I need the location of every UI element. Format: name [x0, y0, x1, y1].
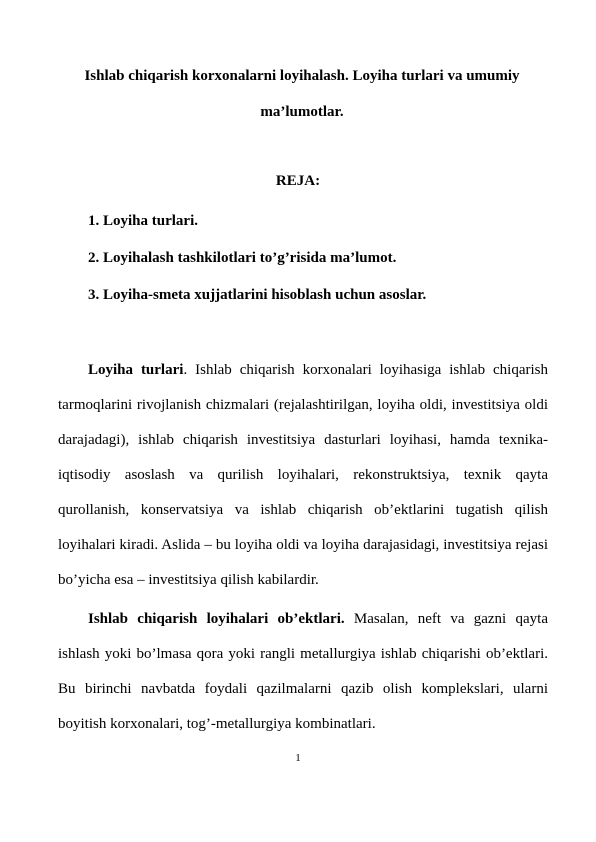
paragraph-lead: Loyiha turlari [88, 362, 184, 378]
plan-item-3: 3. Loyiha-smeta xujjatlarini hisoblash uchun asoslar. [88, 287, 427, 303]
document-title: Ishlab chiqarish korxonalarni loyihalash. Loyiha turlari va umumiy ma’lumotlar. [84, 68, 520, 120]
paragraph-text: Masalan, neft va gazni qayta ishlash yoki bo’lmasa qora yoki rangli metallurgiya ishlab chiqarishi ob’ektlari. Bu birinchi navbatda foydali qazilmalarni qazib olish komplekslari, ularni boyitish korxonalari, tog’-metallurgiya kombinatlari. [58, 611, 548, 732]
paragraph-text: . Ishlab chiqarish korxonalari loyihasiga ishlab chiqarish tarmoqlarini rivojlanish chizmalari (rejalashtirilgan, loyiha oldi, investitsiya oldi darajadagi), ishlab chiqarish investitsiya dasturlari loyihasi, hamda texnika-iqtisodiy asoslash va qurilish loyihalari, rekonstruktsiya, texnik qayta qurollanish, konservatsiya va ishlab chiqarish ob’ektlarini tugatish qilish loyihalari kiradi. Aslida – bu loyiha oldi va loyiha darajasidagi, investitsiya rejasi bo’yicha esa – investitsiya qilish kabilardir. [58, 362, 548, 588]
plan-item-1: 1. Loyiha turlari. [88, 213, 199, 229]
paragraph-loyiha-turlari [58, 353, 548, 598]
plan-heading: REJA: [275, 173, 321, 189]
paragraph-lead: Ishlab chiqarish loyihalari ob’ektlari. [88, 611, 345, 627]
paragraph-loyiha-obektlari [58, 602, 548, 742]
plan-item-2: 2. Loyihalash tashkilotlari to’g’risida ma’lumot. [88, 250, 397, 266]
page-number: 1 [295, 752, 301, 764]
